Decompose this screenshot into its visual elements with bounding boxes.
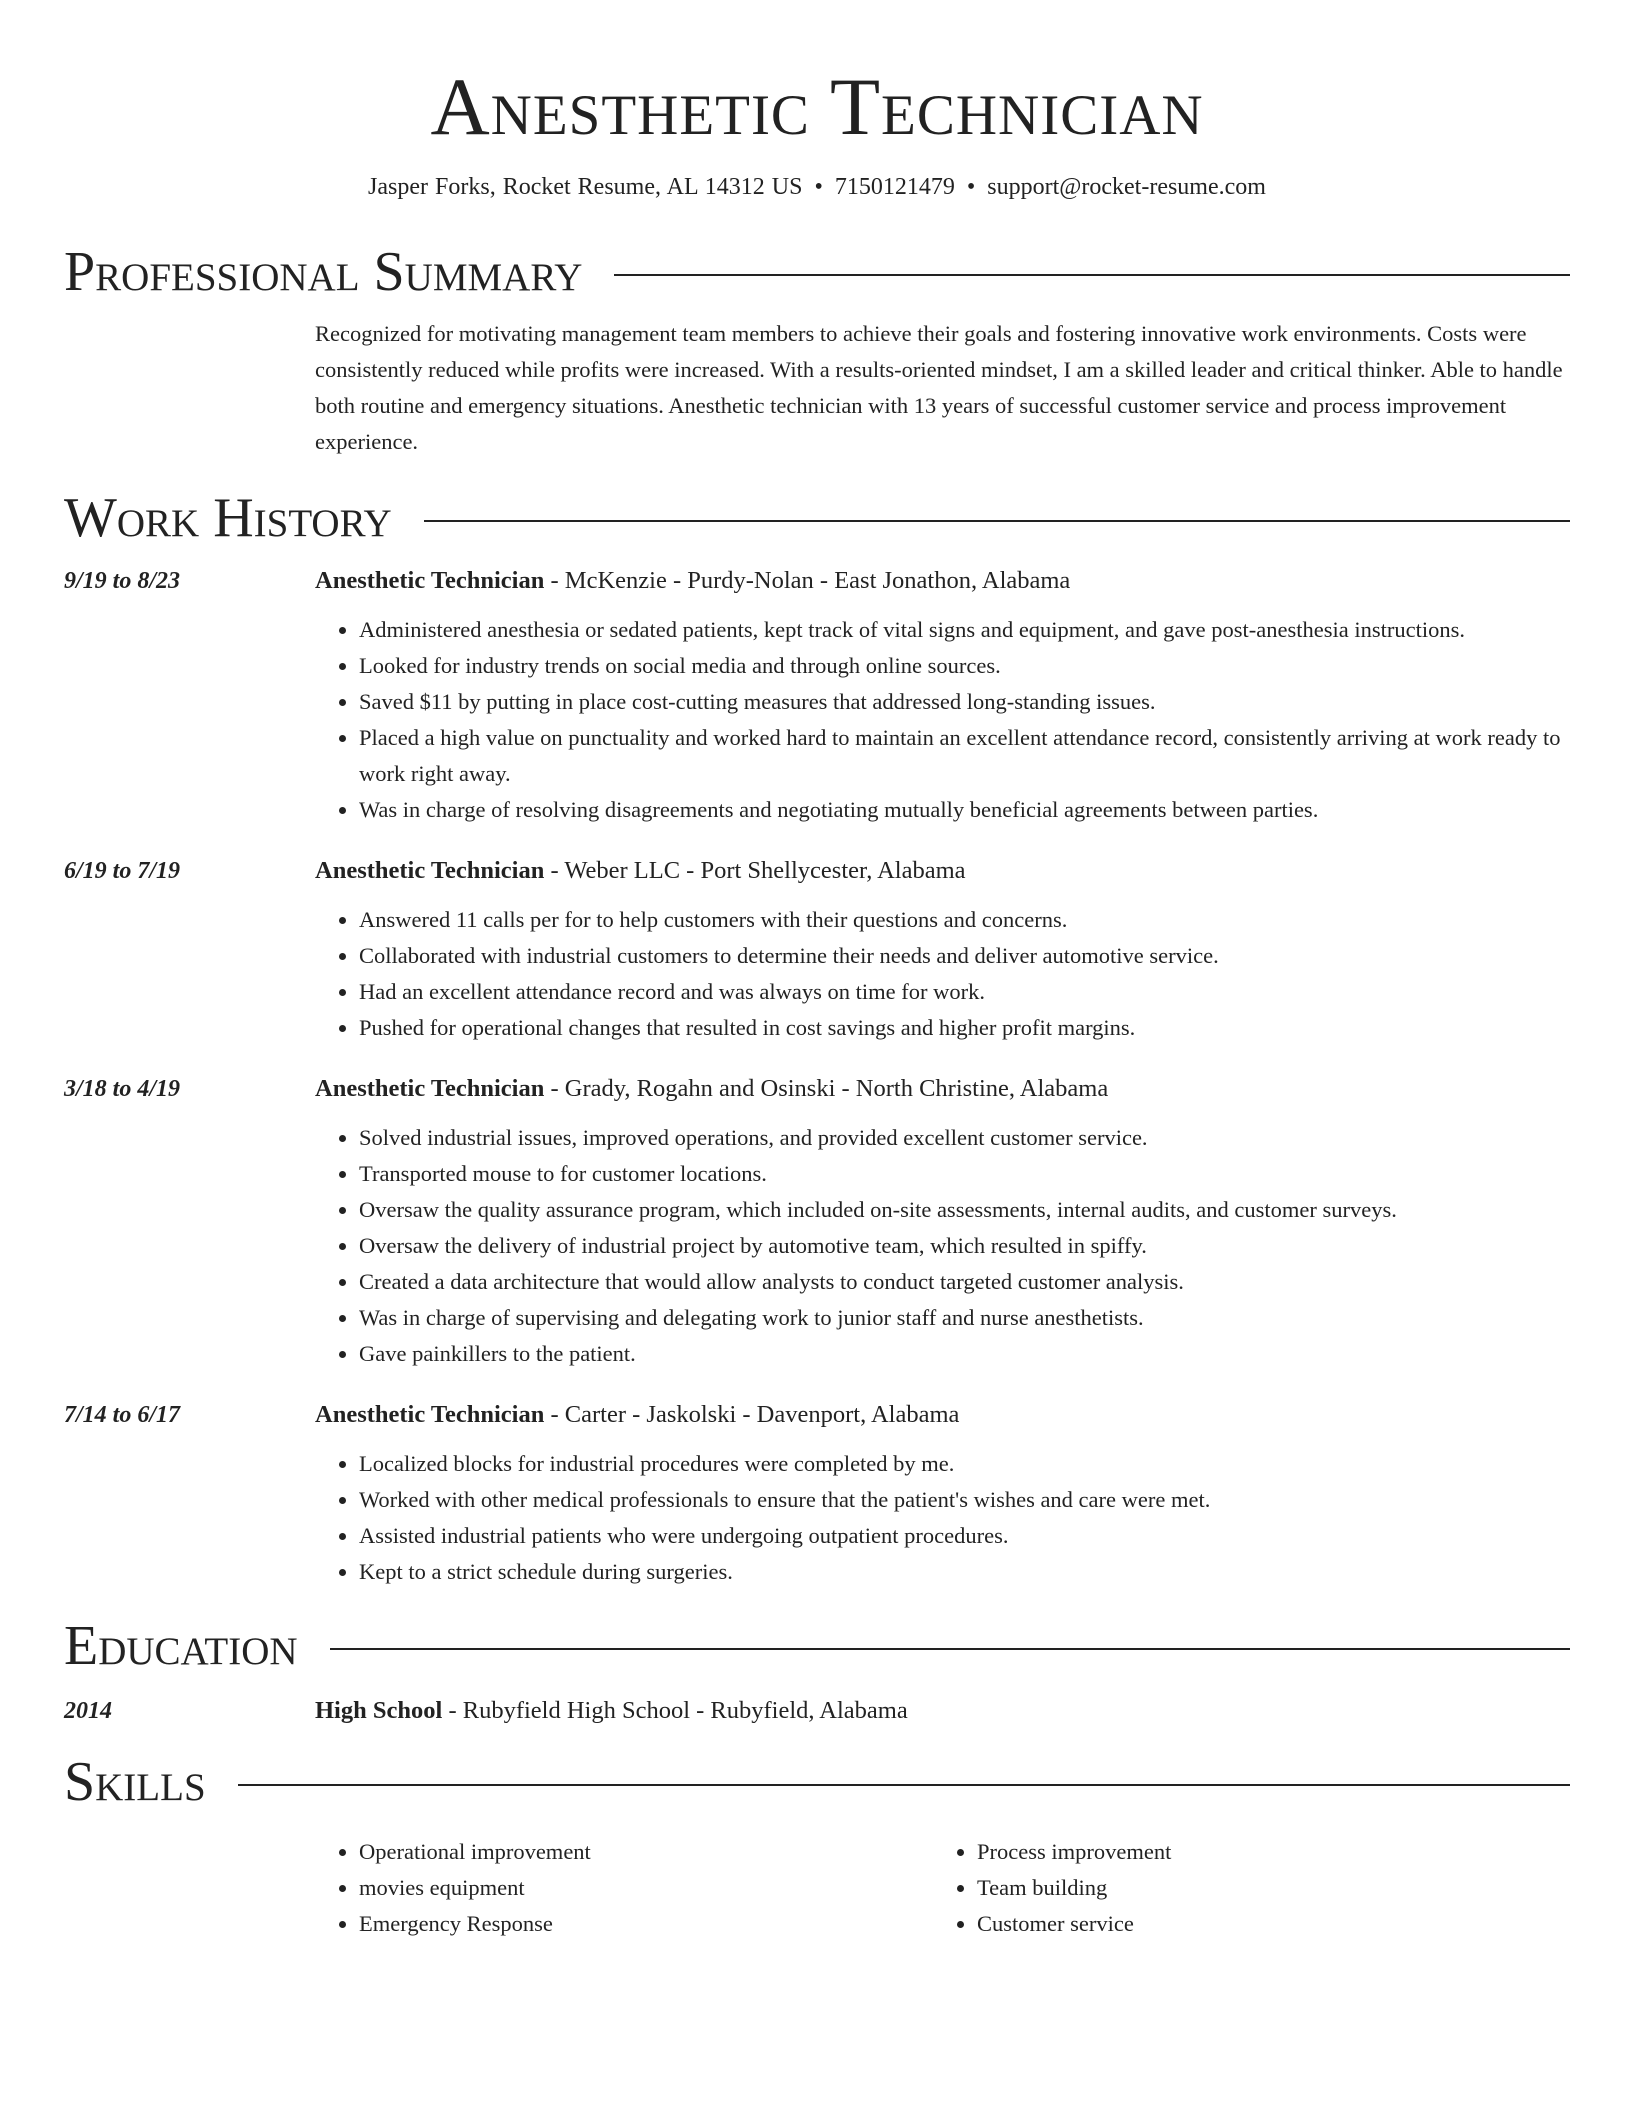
job-bullets	[315, 902, 1570, 1046]
job-entry	[64, 564, 1570, 828]
list-item: • movies equipment	[359, 1870, 933, 1906]
job-dates: 6/19 to 7/19	[64, 858, 181, 884]
list-item: • Oversaw the delivery of industrial project by automotive team, which resulted in spiffy.	[359, 1228, 1570, 1264]
job-entry	[64, 854, 1570, 1046]
list-item: • Looked for industry trends on social media and through online sources.	[359, 648, 1570, 684]
job-employer: - Grady, Rogahn and Osinski - North Christine, Alabama	[544, 1075, 1109, 1102]
list-item: • Team building	[977, 1870, 1551, 1906]
education-degree: High School	[315, 1697, 443, 1724]
job-employer: - McKenzie - Purdy-Nolan - East Jonathon, Alabama	[544, 567, 1071, 594]
summary-heading: Professional Summary	[64, 241, 583, 303]
list-item: • Collaborated with industrial customers to determine their needs and deliver automotive service.	[359, 938, 1570, 974]
job-title-line	[315, 1072, 1570, 1106]
work-section-header	[64, 486, 1570, 550]
contact-separator: •	[814, 174, 823, 200]
education-title-line	[315, 1694, 1570, 1728]
job-title: Anesthetic Technician	[315, 567, 545, 594]
skills-list	[315, 1834, 1570, 1942]
list-item: • Process improvement	[977, 1834, 1551, 1870]
education-body	[315, 1694, 1570, 1728]
skills-heading: Skills	[64, 1751, 206, 1813]
contact-email: support@rocket-resume.com	[987, 174, 1266, 200]
list-item: • Oversaw the quality assurance program, which included on-site assessments, internal audits, and customer surveys.	[359, 1192, 1570, 1228]
job-title: Anesthetic Technician	[315, 857, 545, 884]
job-employer: - Carter - Jaskolski - Davenport, Alabama	[544, 1401, 960, 1428]
job-body	[315, 1398, 1570, 1590]
education-entry	[64, 1694, 1570, 1728]
list-item: • Emergency Response	[359, 1906, 933, 1942]
job-title: Anesthetic Technician	[315, 1075, 545, 1102]
contact-line	[64, 172, 1570, 202]
job-body	[315, 564, 1570, 828]
list-item: • Saved $11 by putting in place cost-cutting measures that addressed long-standing issues.	[359, 684, 1570, 720]
education-section-header	[64, 1614, 1570, 1678]
list-item: • Customer service	[977, 1906, 1551, 1942]
summary-text: Recognized for motivating management team members to achieve their goals and fostering innovative work environments. Costs were consistently reduced while profits were increased. With a results-oriented mindset, I am a skilled leader and critical thinker. Able to handle both routine and emergency situations. Anesthetic technician with 13 years of successful customer service and process improvement experience.	[315, 321, 1563, 454]
list-item: • Pushed for operational changes that resulted in cost savings and higher profit margins.	[359, 1010, 1570, 1046]
resume-title: Anesthetic Technician	[430, 61, 1204, 152]
list-item: • Worked with other medical professionals to ensure that the patient's wishes and care were met.	[359, 1482, 1570, 1518]
education-heading: Education	[64, 1615, 298, 1677]
list-item: • Answered 11 calls per for to help customers with their questions and concerns.	[359, 902, 1570, 938]
list-item: • Operational improvement	[359, 1834, 933, 1870]
contact-phone: 7150121479	[834, 174, 955, 200]
list-item: • Solved industrial issues, improved operations, and provided excellent customer service.	[359, 1120, 1570, 1156]
job-body	[315, 854, 1570, 1046]
list-item: • Created a data architecture that would allow analysts to conduct targeted customer analysis.	[359, 1264, 1570, 1300]
list-item: • Localized blocks for industrial procedures were completed by me.	[359, 1446, 1570, 1482]
section-divider	[330, 1648, 1570, 1650]
section-divider	[424, 520, 1570, 522]
job-dates: 7/14 to 6/17	[64, 1402, 181, 1428]
contact-separator: •	[966, 174, 976, 200]
job-bullets	[315, 1446, 1570, 1590]
list-item: • Was in charge of supervising and delegating work to junior staff and nurse anesthetists.	[359, 1300, 1570, 1336]
job-title-line	[315, 854, 1570, 888]
work-heading: Work History	[64, 487, 392, 549]
job-title: Anesthetic Technician	[315, 1401, 545, 1428]
skills-column-left	[315, 1834, 933, 1942]
section-divider	[238, 1784, 1570, 1786]
contact-address: Jasper Forks, Rocket Resume, AL 14312 US	[368, 174, 803, 200]
list-item: • Placed a high value on punctuality and worked hard to maintain an excellent attendance record, consistently arriving at work ready to work right away.	[359, 720, 1570, 792]
list-item: • Gave painkillers to the patient.	[359, 1336, 1570, 1372]
summary-section-header	[64, 240, 1570, 304]
education-dates: 2014	[64, 1698, 112, 1724]
job-bullets	[315, 612, 1570, 828]
list-item: • Was in charge of resolving disagreements and negotiating mutually beneficial agreements between parties.	[359, 792, 1570, 828]
list-item: • Kept to a strict schedule during surgeries.	[359, 1554, 1570, 1590]
list-item: • Transported mouse to for customer locations.	[359, 1156, 1570, 1192]
job-employer: - Weber LLC - Port Shellycester, Alabama	[544, 857, 966, 884]
skills-column-right	[933, 1834, 1551, 1942]
skills-section-header	[64, 1750, 1570, 1814]
list-item: • Administered anesthesia or sedated patients, kept track of vital signs and equipment, and gave post-anesthesia instructions.	[359, 612, 1570, 648]
education-school: - Rubyfield High School - Rubyfield, Alabama	[442, 1697, 908, 1724]
job-dates: 9/19 to 8/23	[64, 568, 181, 594]
resume-page	[64, 0, 1570, 1942]
work-history-list	[64, 564, 1570, 1590]
job-bullets	[315, 1120, 1570, 1372]
job-title-line	[315, 564, 1570, 598]
list-item: • Had an excellent attendance record and was always on time for work.	[359, 974, 1570, 1010]
job-dates: 3/18 to 4/19	[64, 1076, 181, 1102]
section-divider	[614, 274, 1570, 276]
job-entry	[64, 1072, 1570, 1372]
job-body	[315, 1072, 1570, 1372]
job-title-line	[315, 1398, 1570, 1432]
list-item: • Assisted industrial patients who were undergoing outpatient procedures.	[359, 1518, 1570, 1554]
job-entry	[64, 1398, 1570, 1590]
